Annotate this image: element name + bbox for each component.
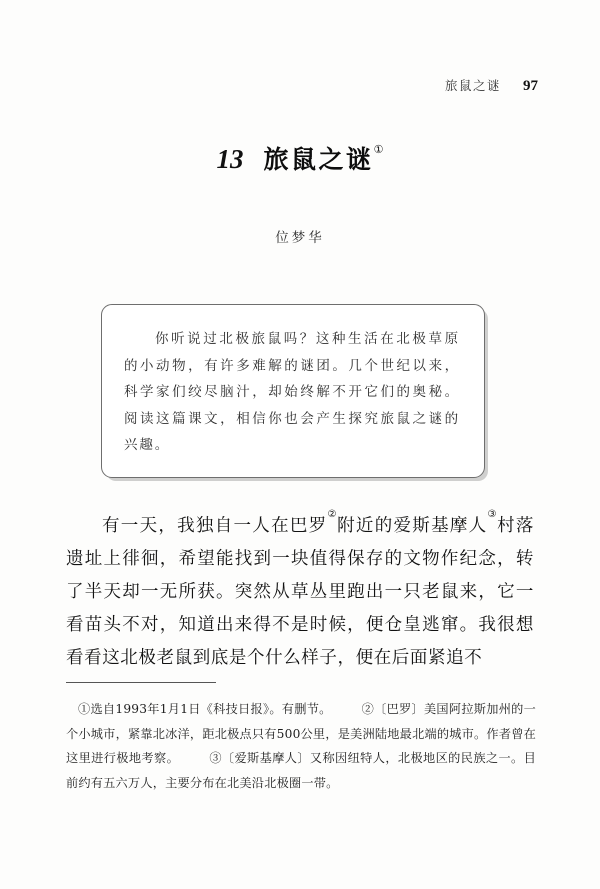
lesson-number: 13 xyxy=(216,144,244,174)
footnote-3-text: 〔爱斯基摩人〕又称因纽特人，北极地区的民族之一。目前约有五六万人，主要分布在北美沿北极圈一带。 xyxy=(66,751,536,790)
running-head-title: 旅鼠之谜 xyxy=(444,78,501,93)
footnote-2-marker: ② xyxy=(361,702,375,716)
intro-box xyxy=(101,304,485,478)
body-paragraph xyxy=(66,505,534,675)
page-number: 97 xyxy=(523,78,538,94)
intro-box-text: 你听说过北极旅鼠吗？这种生活在北极草原的小动物，有许多难解的谜团。几个世纪以来，科学家们绞尽脑汁，却始终解不开它们的奥秘。阅读这篇课文，相信你也会产生探究旅鼠之谜的兴趣。 xyxy=(124,331,460,453)
footnotes xyxy=(66,697,536,795)
footnote-separator xyxy=(66,682,216,683)
footnote-3-marker: ③ xyxy=(209,751,222,765)
footnote-marker-1: ① xyxy=(373,142,384,156)
footnote-1-text: 选自1993年1月1日《科技日报》。有删节。 xyxy=(90,702,332,716)
lesson-name-text: 旅鼠之谜 xyxy=(263,145,374,174)
page-title xyxy=(0,140,600,176)
lesson-name xyxy=(264,140,384,176)
footnote-1-marker: ① xyxy=(78,702,91,716)
body-text-part-3: 村落遗址上徘徊，希望能找到一块值得保存的文物作纪念，转了半天却一无所获。突然从草丛里跑出一只老鼠来，它一看苗头不对，知道出来得不是时候，便仓皇逃窜。我很想看看这北极老鼠到底是个什么样子，便在后面紧追不 xyxy=(66,515,534,668)
body-text-part-1: 有一天，我独自一人在巴罗 xyxy=(102,515,328,536)
author-name: 位梦华 xyxy=(275,230,325,246)
intro-box-container xyxy=(101,304,485,478)
footnote-2-text: 〔巴罗〕美国阿拉斯加州的一个小城市，紧靠北冰洋，距北极点只有500公里，是美洲陆地最北端的城市。作者曾在这里进行极地考察。 xyxy=(66,702,537,765)
footnote-marker-2: ② xyxy=(327,509,338,520)
footnote-marker-3: ③ xyxy=(487,509,498,520)
running-head xyxy=(445,76,538,95)
body-text-part-2: 附近的爱斯基摩人 xyxy=(337,515,488,536)
